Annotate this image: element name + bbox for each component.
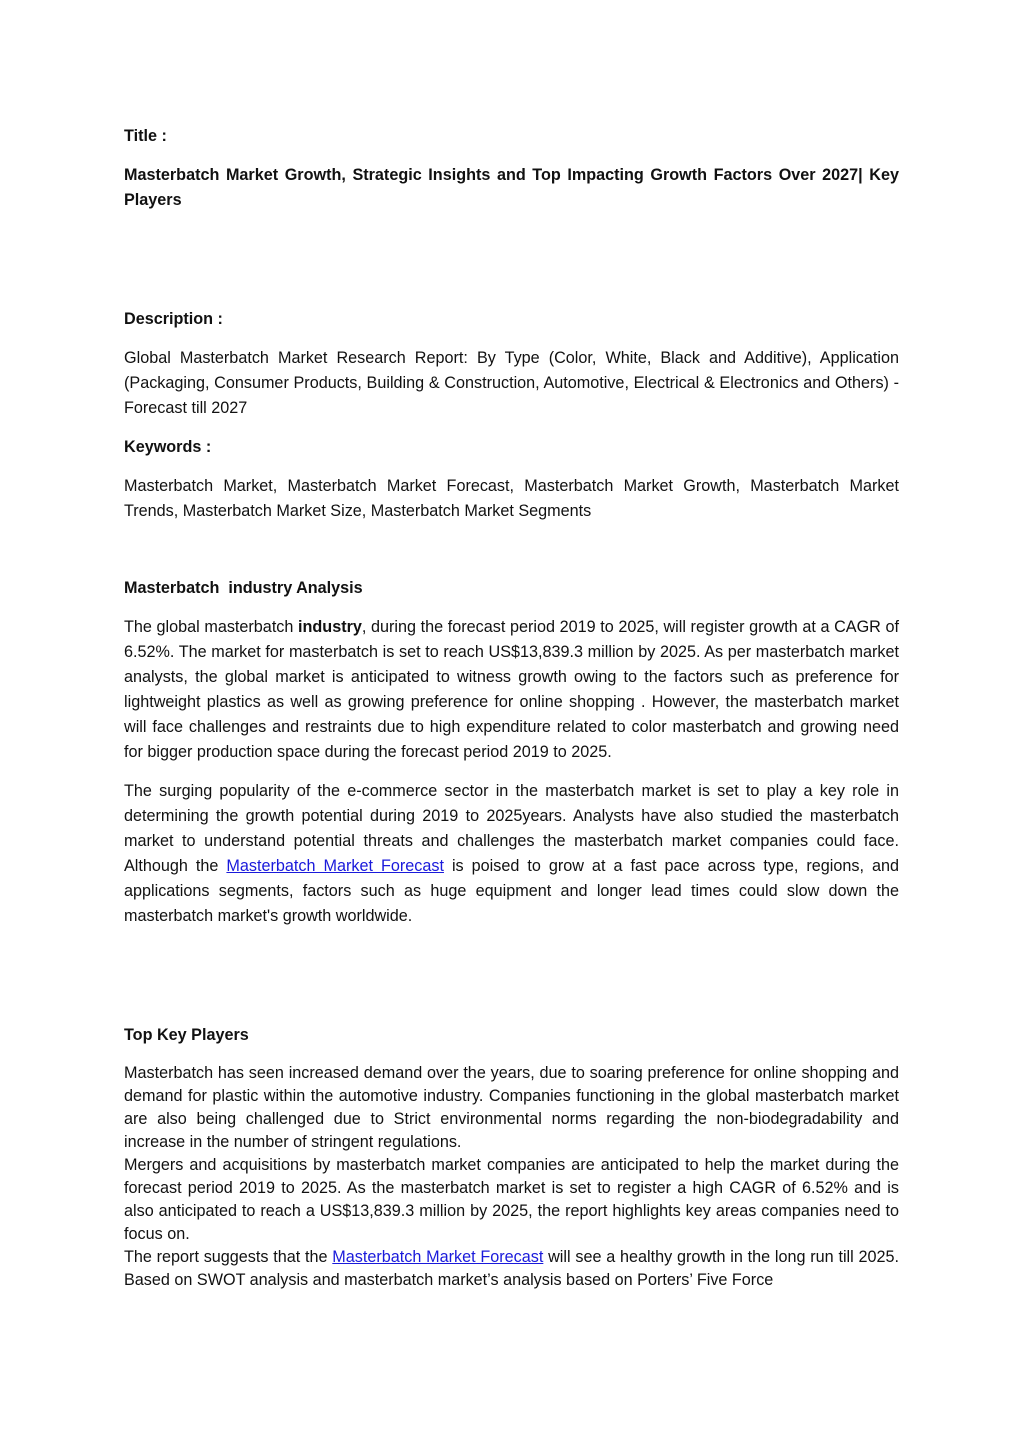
industry-p1-text: The global masterbatch <box>124 618 299 636</box>
description-label: Description : <box>124 310 223 328</box>
players-paragraph-2: Mergers and acquisitions by masterbatch market companies are anticipated to help the market during the forecast period 2019 to 2025. As the masterbatch market is set to register a high CAGR of 6.52% and is also anticipated to reach a US$13,839.3 million by 2025, the report highlights key areas companies need to focus on. <box>124 1156 899 1243</box>
industry-paragraph-2 <box>124 779 899 929</box>
players-body <box>124 1062 899 1292</box>
players-p3-text: The report suggests that the <box>124 1248 333 1266</box>
top-key-players-heading: Top Key Players <box>124 1026 249 1044</box>
players-paragraph-1: Masterbatch has seen increased demand over the years, due to soaring preference for online shopping and demand for plastic within the automotive industry. Companies functioning in the global masterbatch market are also being challenged due to Strict environmental norms regarding the non-biodegradability and increase in the number of stringent regulations. <box>124 1064 899 1151</box>
industry-p2-text-rest: is poised to grow at a fast pace across type, regions, and applications segments, factors such as huge equipment and longer lead times could slow down the masterbatch market's growth worldwide. <box>124 857 900 925</box>
industry-analysis-heading: Masterbatch industry Analysis <box>124 579 363 597</box>
industry-p1-text-rest: , during the forecast period 2019 to 2025, will register growth at a CAGR of 6.52%. The market for masterbatch is set to reach US$13,839.3 million by 2025. As per masterbatch market analysts, the global market is anticipated to witness growth owing to the factors such as preference for lightweight plastics as well as growing preference for online shopping . However, the masterbatch market will face challenges and restraints due to high expenditure related to color masterbatch and growing need for bigger production space during the forecast period 2019 to 2025. <box>124 618 899 761</box>
document-title: Masterbatch Market Growth, Strategic Insights and Top Impacting Growth Factors Over 2027| Key Players <box>124 166 899 209</box>
players-paragraph-3 <box>124 1246 899 1292</box>
description-text: Global Masterbatch Market Research Report: By Type (Color, White, Black and Additive), Application (Packaging, Consumer Products, Building & Construction, Automotive, Electrical & Electronics and Others) - Forecast till 2027 <box>124 349 899 417</box>
spacer <box>124 943 899 1023</box>
industry-bold-word: industry <box>298 618 362 636</box>
forecast-link[interactable]: Masterbatch Market Forecast <box>226 857 444 875</box>
keywords-label: Keywords : <box>124 438 212 456</box>
document-page <box>124 124 899 1292</box>
players-p3-text-rest: will see a healthy growth in the long run till 2025. Based on SWOT analysis and masterbatch market’s analysis based on Porters’ Five Force <box>124 1248 899 1289</box>
title-label: Title : <box>124 127 167 145</box>
keywords-text: Masterbatch Market, Masterbatch Market Forecast, Masterbatch Market Growth, Masterbatch Market Trends, Masterbatch Market Size, Masterbatch Market Segments <box>124 477 899 520</box>
industry-paragraph-1 <box>124 615 899 765</box>
spacer <box>124 538 899 576</box>
spacer <box>124 213 899 307</box>
industry-p2-text: The surging popularity of the e-commerce sector in the masterbatch market is set to play a key role in determining the growth potential during 2019 to 2025years. Analysts have also studied the masterbatch market to understand potential threats and challenges the masterbatch market companies could face. Although the <box>124 782 899 875</box>
forecast-link-2[interactable]: Masterbatch Market Forecast <box>332 1248 544 1266</box>
